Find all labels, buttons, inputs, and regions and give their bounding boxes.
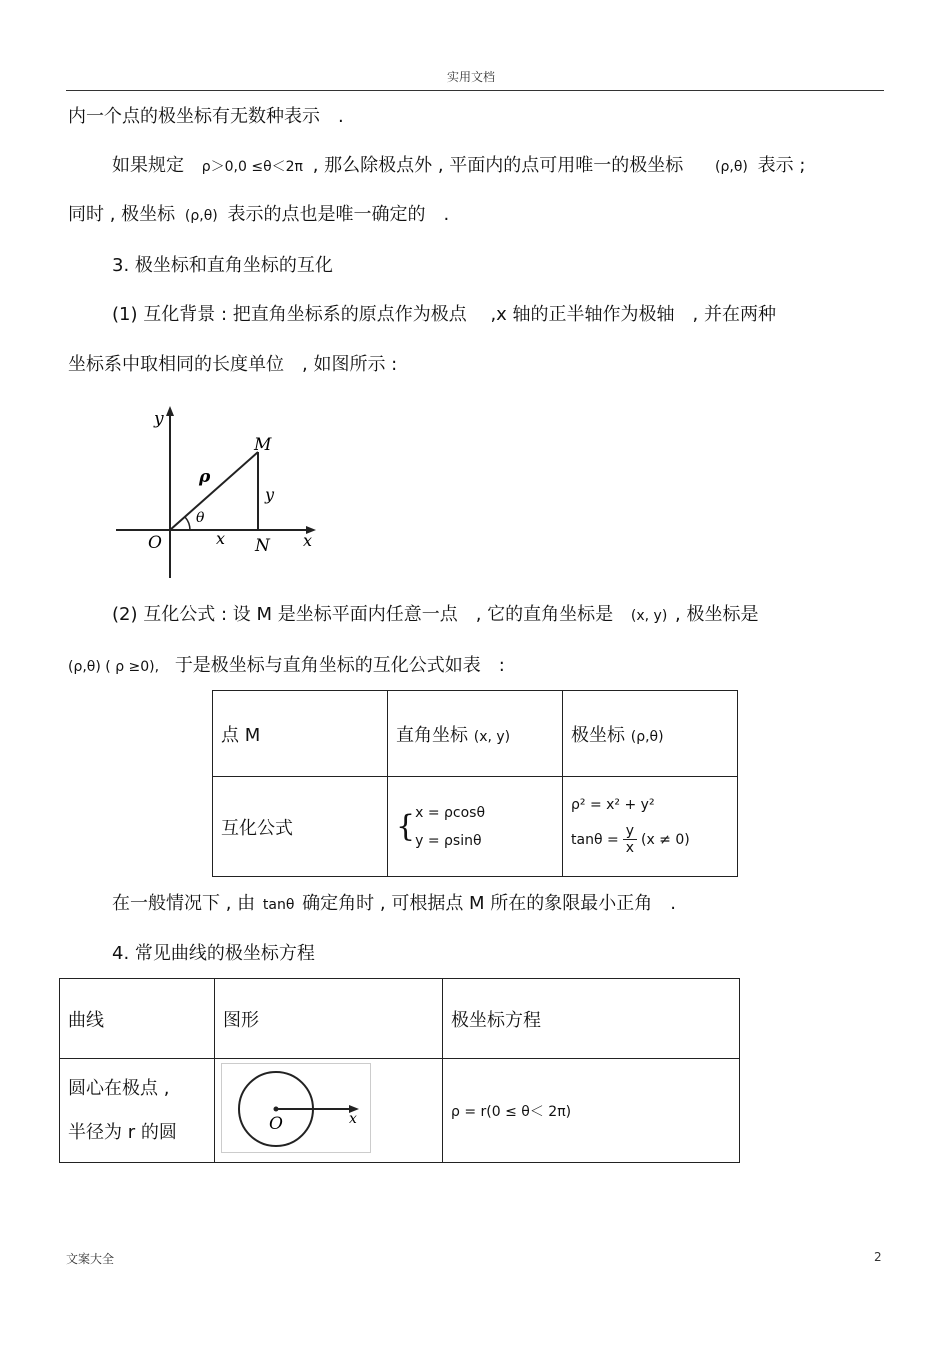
curve-name-line1: 圆心在极点 ,	[68, 1077, 170, 1099]
table-header-cell: 极坐标方程	[443, 979, 740, 1059]
para-line-2	[112, 155, 805, 178]
text: 表示的点也是唯一确定的 .	[227, 204, 450, 225]
origin-label: O	[148, 533, 162, 553]
section-3-2	[112, 604, 758, 627]
text: , 极坐标是	[675, 604, 759, 625]
section-4-title: 4. 常见曲线的极坐标方程	[112, 943, 315, 964]
formula-tan: tanθ =	[571, 831, 619, 848]
curve-name-cell	[60, 1059, 215, 1163]
origin-label: O	[269, 1114, 283, 1134]
table-header-cell: 点 M	[213, 691, 388, 777]
segment-y-label: y	[265, 485, 275, 504]
curve-table	[59, 978, 740, 1163]
section-3-2b	[68, 655, 505, 678]
formula-x: x = ρcosθ	[415, 804, 486, 821]
math-condition: ρ＞0,0 ≤θ＜2π	[201, 159, 303, 175]
table-header-cell: 图形	[215, 979, 443, 1059]
math-polar-cond: (ρ,θ) ( ρ ≥0),	[68, 659, 160, 675]
text: 同时 , 极坐标	[68, 204, 176, 225]
text: 于是极坐标与直角坐标的互化公式如表 :	[174, 655, 505, 676]
point-N-label: N	[255, 536, 270, 556]
point-M-label: M	[254, 435, 272, 455]
text: , 那么除极点外 , 平面内的点可用唯一的极坐标	[312, 155, 684, 176]
formula-cell	[563, 777, 738, 877]
after-table-line	[112, 893, 676, 916]
section-3-1: (1) 互化背景 : 把直角坐标系的原点作为极点 ,x 轴的正半轴作为极轴 , 并在两种	[112, 304, 776, 325]
curve-figure-cell	[215, 1059, 443, 1163]
math: (x, y)	[473, 728, 511, 745]
axis-x-label: x	[349, 1111, 357, 1127]
text: 如果规定	[112, 155, 184, 176]
section-3-1b: 坐标系中取相同的长度单位 , 如图所示 :	[68, 354, 398, 375]
brace: {	[396, 808, 416, 844]
page-number: 2	[874, 1250, 882, 1264]
circle-figure	[221, 1063, 371, 1153]
table-header-cell	[388, 691, 563, 777]
axis-x-label: x	[303, 531, 313, 550]
math: (ρ,θ)	[630, 728, 664, 745]
fraction-num: y	[623, 823, 637, 840]
table-header-cell: 曲线	[60, 979, 215, 1059]
para-line-1: 内一个点的极坐标有无数种表示 .	[68, 106, 344, 127]
text: (2) 互化公式 : 设 M 是坐标平面内任意一点 , 它的直角坐标是	[112, 604, 614, 625]
formula-cond: (x ≠ 0)	[640, 831, 690, 848]
text: 确定角时 , 可根据点 M 所在的象限最小正角 .	[302, 893, 677, 914]
conversion-table	[212, 690, 738, 877]
text: 在一般情况下 , 由	[112, 893, 256, 914]
para-line-3	[68, 204, 449, 227]
formula-y: y = ρsinθ	[415, 832, 482, 849]
text: 极坐标	[571, 724, 625, 746]
text: 表示 ;	[757, 155, 806, 176]
fraction	[623, 823, 637, 856]
segment-x-label: x	[216, 529, 226, 548]
text: 直角坐标	[396, 724, 468, 746]
theta-label: θ	[196, 510, 205, 526]
section-3-title: 3. 极坐标和直角坐标的互化	[112, 255, 333, 276]
polar-cartesian-figure	[110, 398, 330, 583]
formula-rho-sq: ρ² = x² + y²	[571, 797, 655, 813]
header-title: 实用文档	[447, 70, 496, 84]
math-polar: (ρ,θ)	[184, 208, 218, 224]
table-header-cell	[563, 691, 738, 777]
footer-left: 文案大全	[66, 1252, 115, 1266]
math-tan: tanθ	[262, 897, 295, 913]
math-cartesian: (x, y)	[630, 608, 668, 624]
rho-label: ρ	[199, 467, 211, 487]
formula-cell	[388, 777, 563, 877]
curve-name-line2: 半径为 r 的圆	[68, 1121, 177, 1143]
fraction-den: x	[625, 840, 634, 856]
curve-equation: ρ = r(0 ≤ θ＜ 2π)	[443, 1059, 740, 1163]
axis-y-label: y	[154, 409, 164, 429]
table-row-label: 互化公式	[213, 777, 388, 877]
header-rule	[66, 90, 884, 91]
math-polar: (ρ,θ)	[715, 159, 748, 175]
